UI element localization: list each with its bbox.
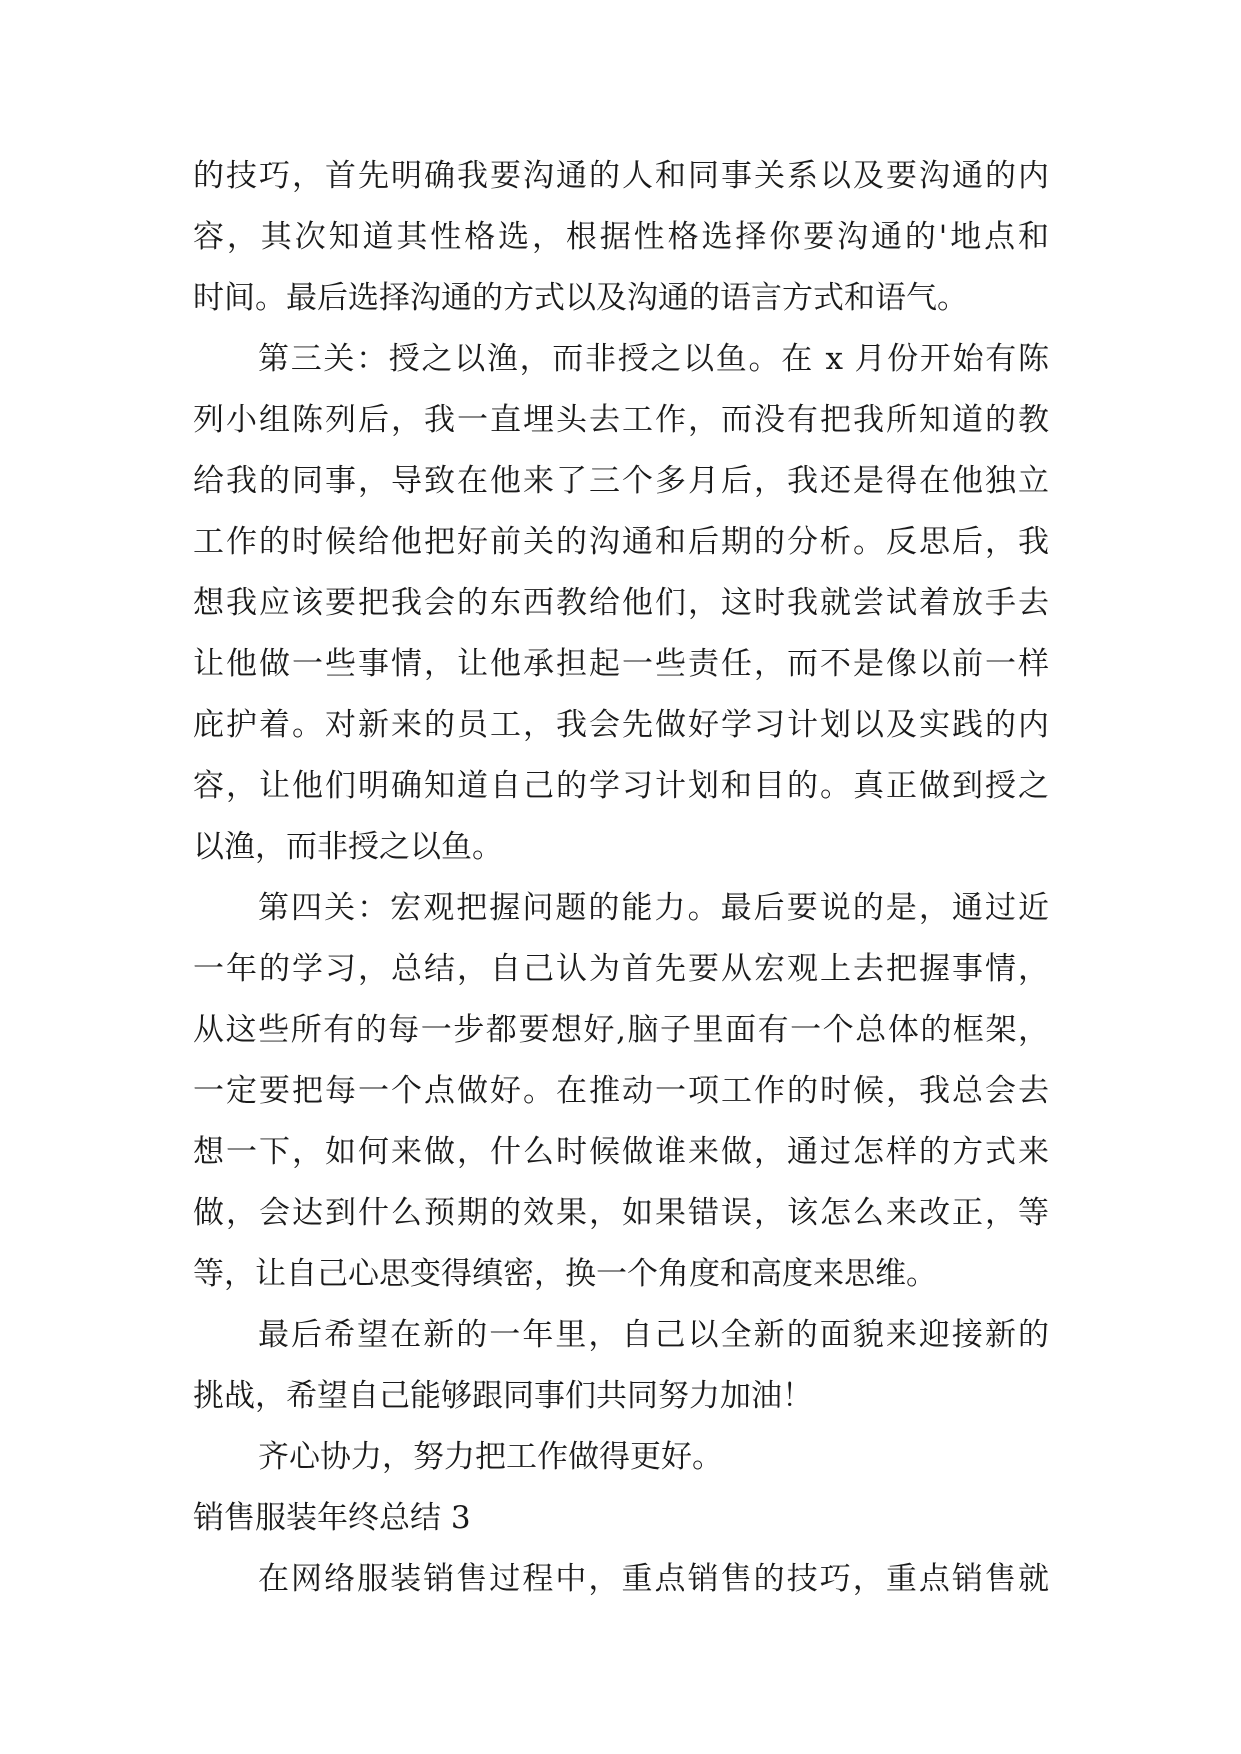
paragraph-line: 让他做一些事情，让他承担起一些责任，而不是像以前一样 [193,646,1049,682]
paragraph-line: 一年的学习，总结，自己认为首先要从宏观上去把握事情， [193,951,1049,987]
paragraph-line: 容，其次知道其性格选，根据性格选择你要沟通的'地点和 [193,219,1049,255]
paragraph-line: 工作的时候给他把好前关的沟通和后期的分析。反思后，我 [193,524,1049,560]
paragraph-line: 做，会达到什么预期的效果，如果错误，该怎么来改正，等 [193,1195,1049,1231]
paragraph-line: 从这些所有的每一步都要想好,脑子里面有一个总体的框架， [193,1012,1049,1048]
paragraph-line: 容，让他们明确知道自己的学习计划和目的。真正做到授之 [193,768,1049,804]
paragraph-line: 的技巧，首先明确我要沟通的人和同事关系以及要沟通的内 [193,158,1049,194]
paragraph-line: 以渔，而非授之以鱼。 [193,829,503,865]
section-heading: 销售服装年终总结 3 [193,1500,471,1536]
paragraph-line: 挑战，希望自己能够跟同事们共同努力加油！ [193,1378,813,1414]
paragraph-line: 庇护着。对新来的员工，我会先做好学习计划以及实践的内 [193,707,1049,743]
paragraph-line: 列小组陈列后，我一直埋头去工作，而没有把我所知道的教 [193,402,1049,438]
paragraph-line: 在网络服装销售过程中，重点销售的技巧，重点销售就 [258,1561,1049,1597]
paragraph-line: 第三关：授之以渔，而非授之以鱼。在 x 月份开始有陈 [258,341,1049,377]
paragraph-line: 给我的同事，导致在他来了三个多月后，我还是得在他独立 [193,463,1049,499]
paragraph-line: 第四关：宏观把握问题的能力。最后要说的是，通过近 [258,890,1049,926]
paragraph-line: 一定要把每一个点做好。在推动一项工作的时候，我总会去 [193,1073,1049,1109]
paragraph-line: 等，让自己心思变得缜密，换一个角度和高度来思维。 [193,1256,937,1292]
paragraph-line: 最后希望在新的一年里，自己以全新的面貌来迎接新的 [258,1317,1049,1353]
paragraph-line: 想一下，如何来做，什么时候做谁来做，通过怎样的方式来 [193,1134,1049,1170]
paragraph-line: 齐心协力，努力把工作做得更好。 [258,1439,723,1475]
paragraph-line: 时间。最后选择沟通的方式以及沟通的语言方式和语气。 [193,280,968,316]
paragraph-line: 想我应该要把我会的东西教给他们，这时我就尝试着放手去 [193,585,1049,621]
